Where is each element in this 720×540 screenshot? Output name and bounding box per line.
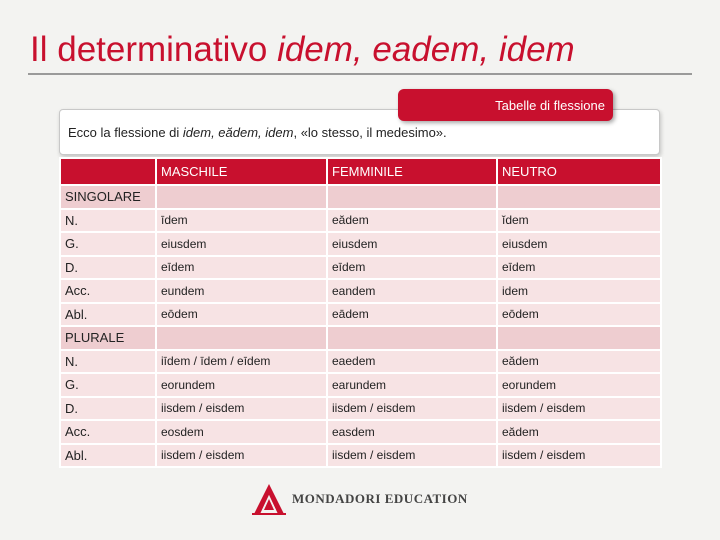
case-label: G. (60, 232, 156, 256)
form-cell: iisdem / eisdem (156, 444, 327, 468)
title-prefix: Il determinativo (30, 30, 278, 69)
table-row (60, 397, 661, 421)
form-cell: eandem (327, 279, 497, 303)
table-row (60, 279, 661, 303)
form-cell: earundem (327, 373, 497, 397)
form-cell: eiusdem (497, 232, 661, 256)
section-cell (327, 185, 497, 209)
case-label: Acc. (60, 420, 156, 444)
title-italic: idem, eadem, idem (277, 30, 575, 69)
declension-table (59, 157, 662, 468)
table-body (60, 185, 661, 467)
form-cell: iisdem / eisdem (327, 397, 497, 421)
form-cell: iīdem / īdem / eīdem (156, 350, 327, 374)
form-cell: iisdem / eisdem (497, 397, 661, 421)
form-cell: eundem (156, 279, 327, 303)
case-label: D. (60, 256, 156, 280)
page-title (30, 30, 575, 70)
case-label: Abl. (60, 444, 156, 468)
form-cell: iisdem / eisdem (327, 444, 497, 468)
intro-italic: idem, eădem, idem (182, 125, 294, 140)
intro-after: , «lo stesso, il medesimo». (293, 125, 447, 140)
mondadori-logo-icon (250, 483, 288, 515)
section-cell (327, 326, 497, 350)
form-cell: eaedem (327, 350, 497, 374)
form-cell: eīdem (327, 256, 497, 280)
table-row (60, 444, 661, 468)
section-cell (156, 185, 327, 209)
header-feminine: FEMMINILE (327, 158, 497, 185)
form-cell: eădem (327, 209, 497, 233)
table-row (60, 232, 661, 256)
form-cell: īdem (156, 209, 327, 233)
form-cell: eosdem (156, 420, 327, 444)
header-neuter: NEUTRO (497, 158, 661, 185)
form-cell: eōdem (497, 303, 661, 327)
section-row (60, 185, 661, 209)
table-row (60, 303, 661, 327)
case-label: Acc. (60, 279, 156, 303)
form-cell: iisdem / eisdem (156, 397, 327, 421)
table-header-row (60, 158, 661, 185)
section-row (60, 326, 661, 350)
case-label: N. (60, 209, 156, 233)
case-label: D. (60, 397, 156, 421)
header-masculine: MASCHILE (156, 158, 327, 185)
form-cell: eādem (327, 303, 497, 327)
form-cell: easdem (327, 420, 497, 444)
table-row (60, 256, 661, 280)
table-row (60, 209, 661, 233)
header-empty (60, 158, 156, 185)
publisher-logo (250, 483, 468, 515)
form-cell: idem (497, 279, 661, 303)
form-cell: eōdem (156, 303, 327, 327)
form-cell: eădem (497, 350, 661, 374)
badge-label: Tabelle di flessione (495, 97, 605, 113)
section-label: SINGOLARE (60, 185, 156, 209)
section-cell (497, 326, 661, 350)
logo-text: MONDADORI EDUCATION (292, 491, 468, 506)
inflection-tables-badge (398, 89, 613, 121)
form-cell: eīdem (497, 256, 661, 280)
form-cell: eădem (497, 420, 661, 444)
case-label: G. (60, 373, 156, 397)
section-cell (497, 185, 661, 209)
form-cell: eiusdem (327, 232, 497, 256)
form-cell: eorundem (497, 373, 661, 397)
table-row (60, 350, 661, 374)
form-cell: ĭdem (497, 209, 661, 233)
form-cell: iisdem / eisdem (497, 444, 661, 468)
table-row (60, 373, 661, 397)
table-row (60, 420, 661, 444)
form-cell: eīdem (156, 256, 327, 280)
section-cell (156, 326, 327, 350)
title-divider (28, 73, 692, 75)
form-cell: eiusdem (156, 232, 327, 256)
form-cell: eorundem (156, 373, 327, 397)
case-label: Abl. (60, 303, 156, 327)
section-label: PLURALE (60, 326, 156, 350)
case-label: N. (60, 350, 156, 374)
intro-before: Ecco la flessione di (68, 125, 183, 140)
